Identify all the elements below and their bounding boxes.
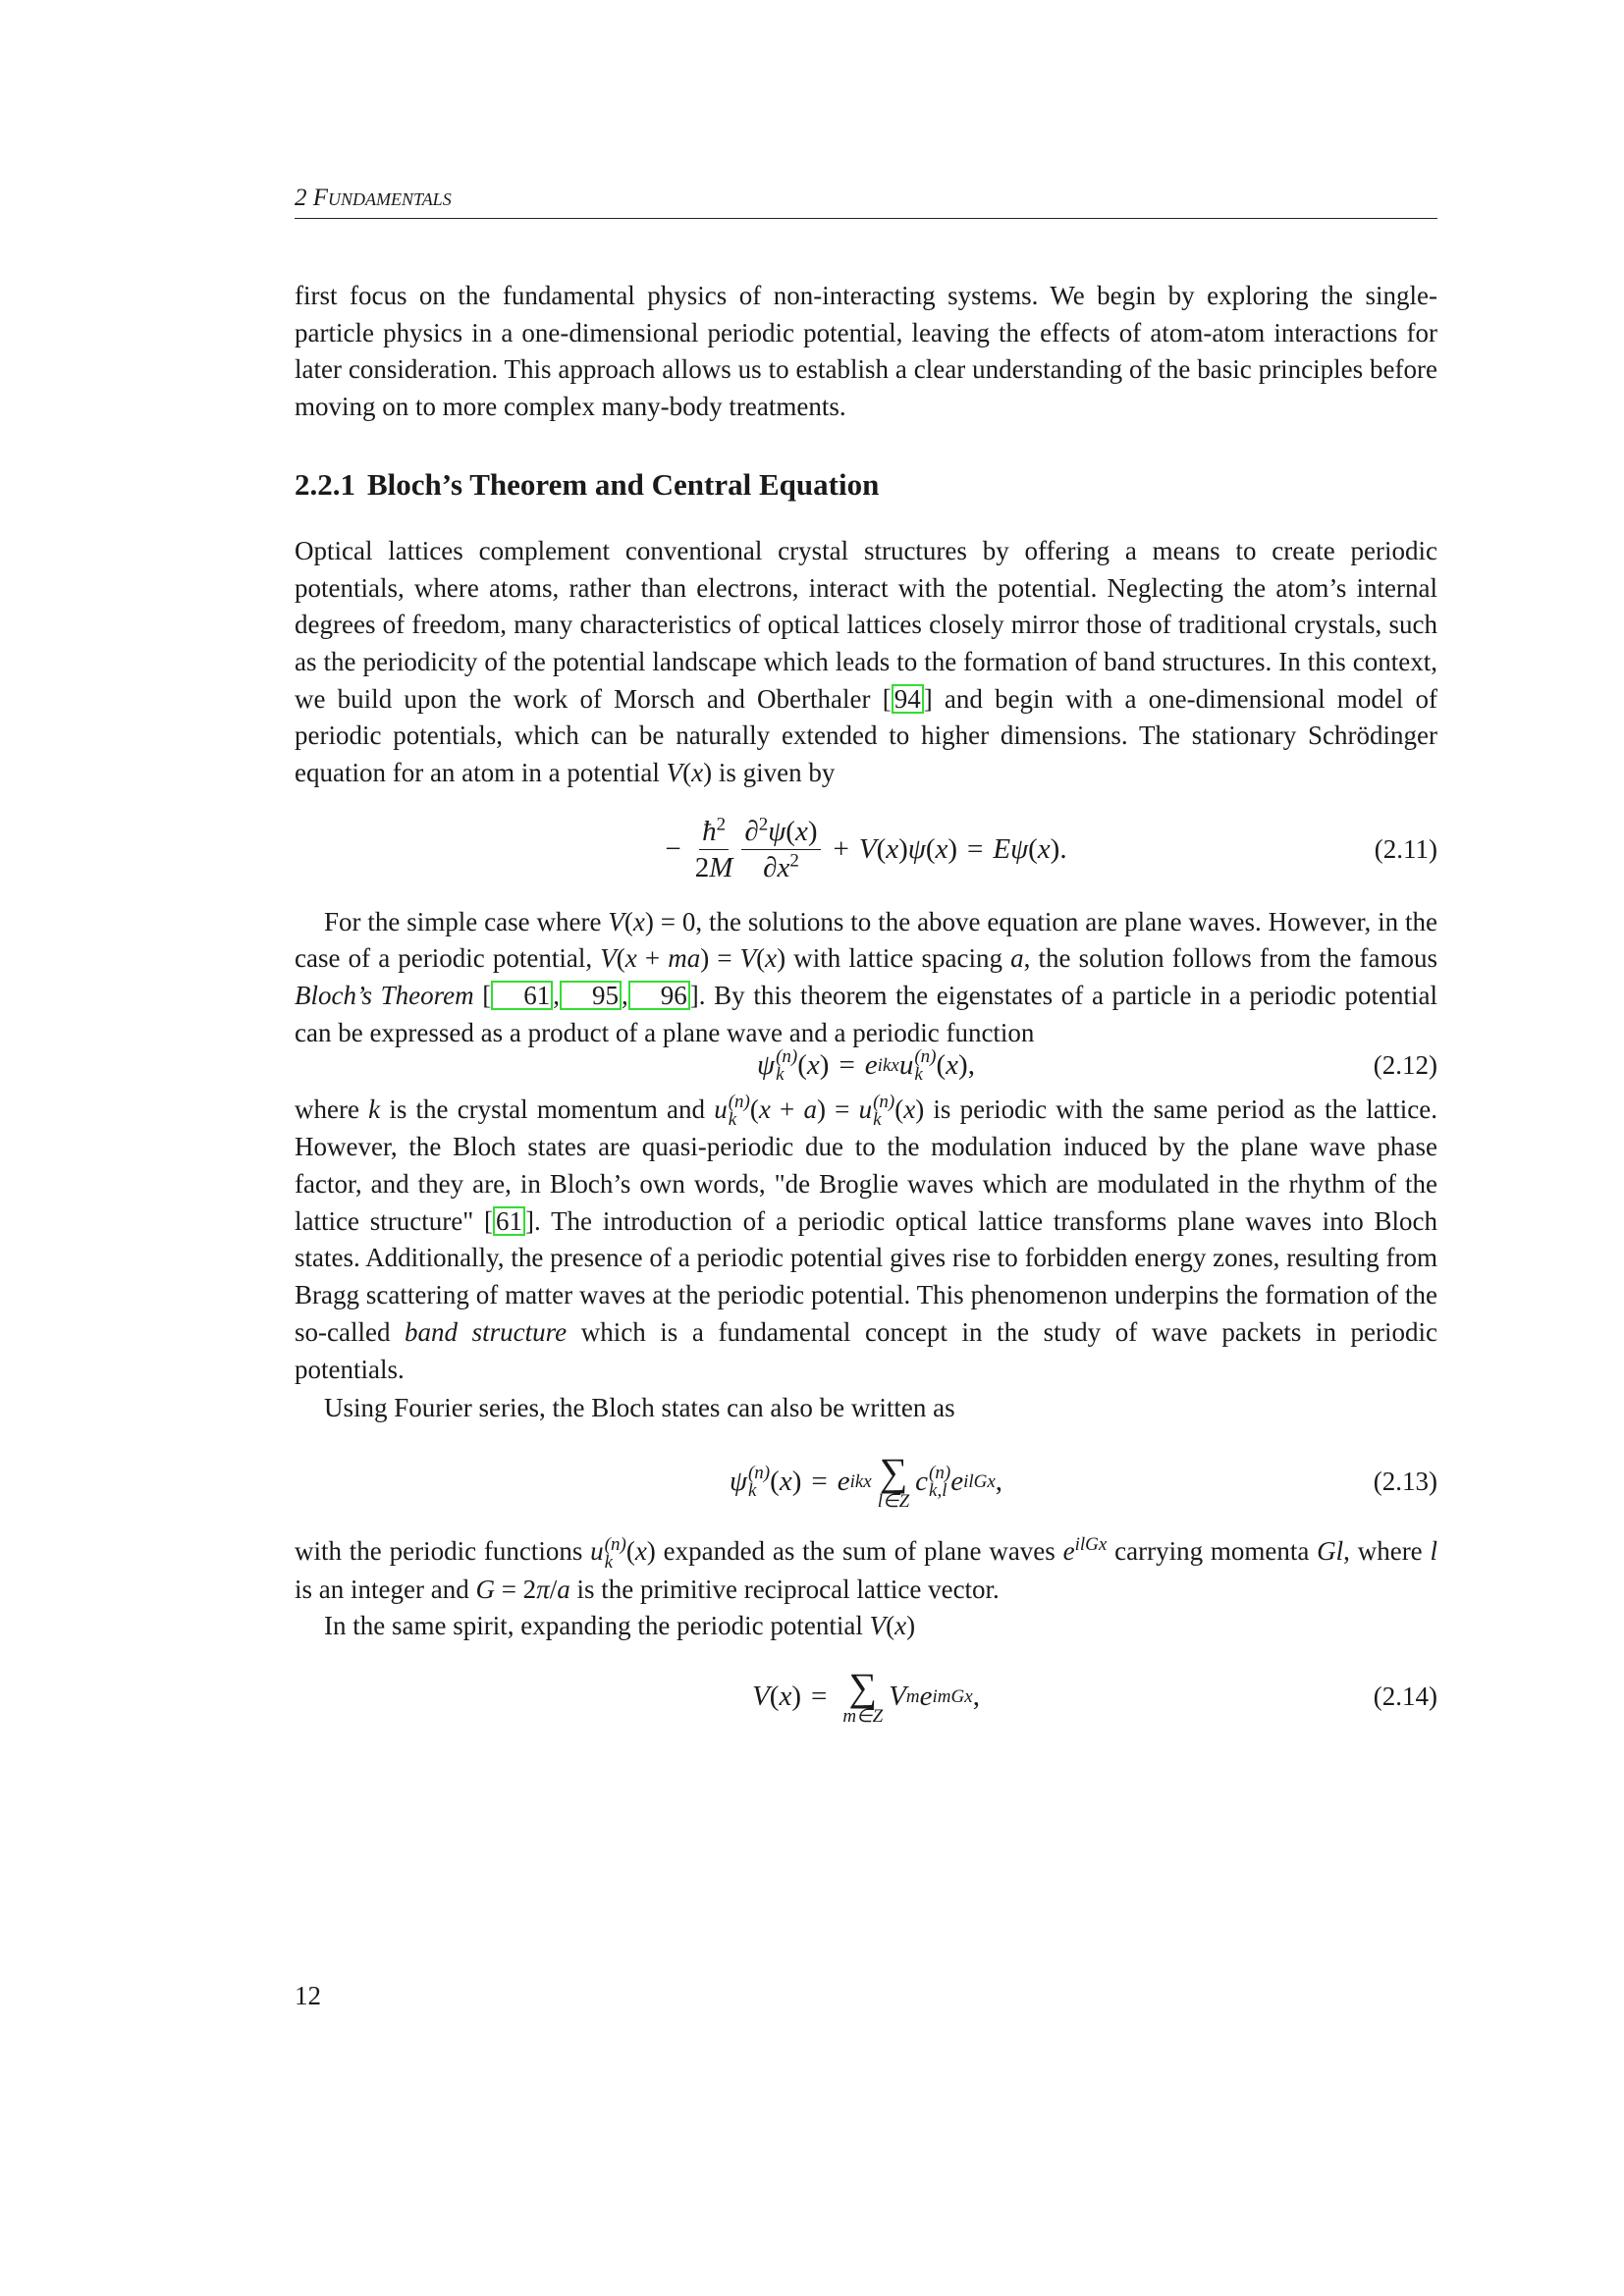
section-heading [295,466,1437,504]
equation-number: (2.13) [1373,1467,1437,1497]
page-number: 12 [295,1981,321,2010]
citation-link[interactable]: 95 [560,981,622,1010]
paragraph-crystal-momentum: where k is the crystal momentum and u (n) k (x + a) = u (n) k (x) is periodic with the same period as the lattice. However, the Bloch states are quasi-periodic due to the modulation induced by the plane wave phase factor, and they are, in Bloch’s own words, "de Broglie waves which are modulated in the rhythm of the lattice structure" [ 61 ]. The introduction of a periodic optical lattice transforms plane waves into Bloch states. Additionally, the presence of a periodic potential gives rise to forbidden energy zones, resulting from Bragg scattering of matter waves at the periodic potential. This phenomenon underpins the formation of the so-called band structure which is a fundamental concept in the study of wave packets in periodic potentials. [295,1092,1438,1384]
equation-2-14: V ( x ) = ∑ m∈Z V m e imGx , (2.14) [752,1665,1437,1728]
citation-link[interactable]: 96 [628,981,690,1010]
chapter-number: 2 [295,185,307,211]
equation-number: (2.12) [1373,1049,1437,1080]
paragraph-bloch-theorem: For the simple case where V(x) = 0, the solutions to the above equation are plane waves. However, in the case of a periodic potential, V(x + ma) = V(x) with lattice spacing a, the solution follows from the famous Bloch’s Theorem [ 61 , 95 , 96 ]. By this theorem the eigenstates of a particle in a periodic potential can be expressed as a product of a plane wave and a periodic function [295,906,1438,1047]
paragraph-fourier: Using Fourier series, the Bloch states can also be written as [324,1393,955,1423]
paragraph-optical-lattices: Optical lattices complement conventional crystal structures by offering a means to create periodic potentials, where atoms, rather than electrons, interact with the potential. Neglecting the atom’s internal degrees of freedom, many characteristics of optical lattices closely mirror those of traditional crystals, such as the periodicity of the potential landscape which leads to the formation of band structures. In this context, we build upon the work of Morsch and Oberthaler [ 94 ] and begin with a one-dimensional model of periodic potentials, which can be naturally extended to higher dimensions. The stationary Schrödinger equation for an atom in a potential V(x) is given by [295,535,1437,788]
paragraph-potential-expansion: In the same spirit, expanding the periodic potential V(x) [324,1611,916,1641]
equation-2-12: ψ (n) k ( x ) = e ikx u (n) k ( x ), (2.12) [757,1045,1437,1085]
equation-number: (2.14) [1373,1682,1437,1712]
equation-2-13: ψ (n) k ( x ) = e ikx ∑ l∈Z c (n) k,l e ilGx , (2.13) [729,1449,1437,1512]
chapter-title: Fundamentals [312,185,452,211]
citation-link[interactable]: 94 [892,684,924,714]
citation-link[interactable]: 61 [493,1206,525,1236]
citation-link[interactable]: 61 [491,981,553,1010]
running-header [295,185,1437,219]
equation-number: (2.11) [1374,833,1437,864]
section-number: 2.2.1 [295,466,355,502]
section-title: Bloch’s Theorem and Central Equation [367,466,880,502]
equation-2-11: − $\frac{ħ^2}{2M}$ $\frac{\partial^2\psi(x)}{\partial x^2}$ + V ( x ) ψ ( x ) = Eψ ( x ). (2.11) [665,814,1437,884]
page-body [295,278,1437,1739]
paragraph-periodic-functions: with the periodic functions u (n) k (x) expanded as the sum of plane waves $e^{ilGx}$ carrying momenta Gl, where l is an integer and G = 2π/a is the primitive reciprocal lattice vector. [295,1533,1437,1604]
intro-paragraph: first focus on the fundamental physics of non-interacting systems. We begin by exploring the single-particle physics in a one-dimensional periodic potential, leaving the effects of atom-atom interactions for later consideration. This approach allows us to establish a clear understanding of the basic principles before moving on to more complex many-body treatments. [295,281,1437,422]
